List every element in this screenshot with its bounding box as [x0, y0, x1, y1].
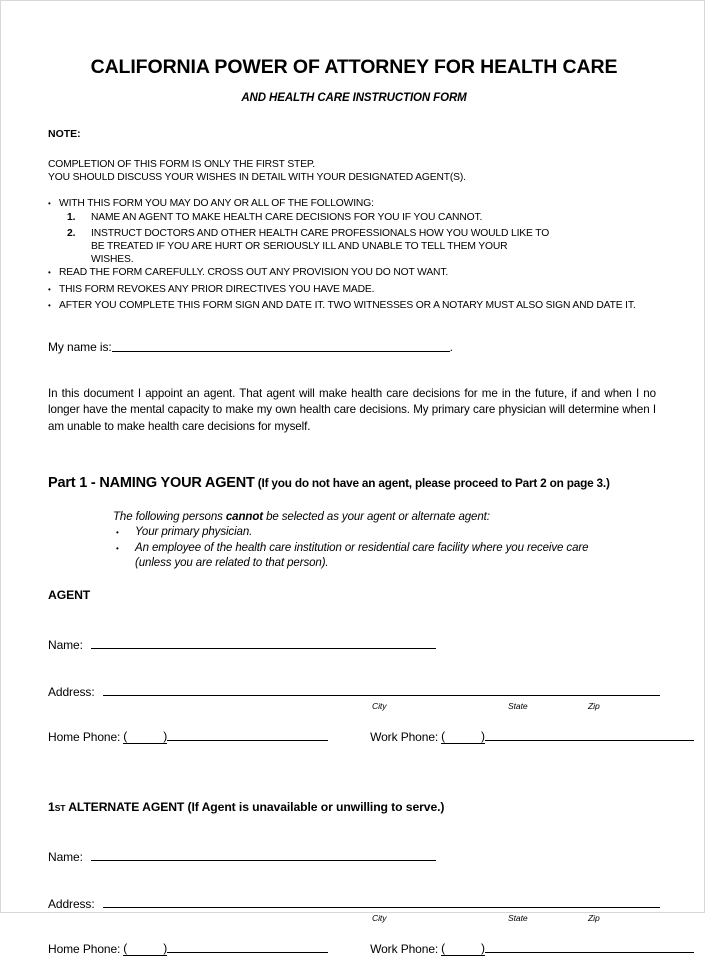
agent-address-label: Address: [48, 684, 95, 699]
alternate-name-row [48, 814, 660, 864]
bullet-icon: • [48, 284, 51, 294]
bullet-icon: • [116, 543, 119, 553]
agent-address-row [48, 652, 660, 699]
note-number-1: 1. [67, 211, 76, 223]
alternate-state-label: State [508, 912, 528, 923]
note-line-1: COMPLETION OF THIS FORM IS ONLY THE FIRST STEP. [48, 159, 316, 171]
alternate-agent-fields [48, 814, 660, 956]
agent-phone-row [48, 714, 660, 744]
alternate-agent-heading [48, 744, 660, 814]
my-name-terminator: . [449, 340, 453, 355]
cannot-emphasis: cannot [225, 510, 263, 523]
alternate-home-phone-label: Home Phone: [48, 941, 121, 956]
note-bullet-1 [48, 266, 660, 279]
my-name-input[interactable] [112, 350, 450, 352]
agent-name-label: Name: [48, 637, 83, 652]
document-content [48, 1, 660, 956]
alternate-work-phone-group [370, 941, 694, 956]
cannot-lead-before: The following persons [113, 510, 226, 523]
paren-open: ( [123, 728, 128, 743]
alternate-agent-heading-rest: ALTERNATE AGENT (If Agent is unavailable or unwilling to serve.) [65, 799, 445, 814]
alternate-address-row [48, 864, 660, 911]
agent-work-phone-input[interactable] [485, 739, 694, 741]
bullet-icon: • [48, 300, 51, 310]
alternate-name-label: Name: [48, 849, 83, 864]
agent-home-phone-area-input[interactable] [123, 729, 167, 744]
alternate-city-label: City [372, 912, 387, 923]
agent-home-phone-input[interactable] [167, 739, 328, 741]
alternate-work-phone-input[interactable] [485, 951, 694, 953]
note-numbered-text-2-line2: BE TREATED IF YOU ARE HURT OR SERIOUSLY ILL AND UNABLE TO TELL THEM YOUR [91, 241, 508, 253]
note-bullet-1-text: READ THE FORM CAREFULLY. CROSS OUT ANY PROVISION YOU DO NOT WANT. [59, 267, 449, 279]
note-numbered-item-2 [48, 227, 660, 267]
paren-close: ) [163, 728, 168, 743]
note-bullet-2-text: THIS FORM REVOKES ANY PRIOR DIRECTIVES YOU HAVE MADE. [59, 283, 375, 295]
note-line-2: YOU SHOULD DISCUSS YOUR WISHES IN DETAIL WITH YOUR DESIGNATED AGENT(S). [48, 172, 466, 184]
note-lines [48, 140, 660, 184]
paren-close: ) [481, 940, 485, 955]
cannot-lead-line [113, 510, 660, 526]
alternate-home-phone-area-input[interactable] [123, 941, 167, 956]
intro-paragraph: In this document I appoint an agent. That agent will make health care decisions for me in the future, if and when I no longer have the mental capacity to make my own health care decisions. My primary care physician will determine when I am unable to make health care decisions for myself. [48, 386, 656, 433]
alternate-home-phone-group [48, 941, 328, 956]
note-label: NOTE: [48, 128, 81, 141]
paren-close: ) [481, 728, 485, 743]
alternate-agent-heading-num: 1 [48, 799, 55, 814]
agent-work-phone-group [370, 729, 694, 744]
alternate-zip-label: Zip [588, 912, 600, 923]
note-numbered-text-2-line3: WISHES. [91, 254, 134, 266]
cannot-item-1-text: Your primary physician. [135, 526, 253, 539]
paren-open: ( [123, 940, 128, 955]
part-1-heading-main: Part 1 - NAMING YOUR AGENT [48, 474, 255, 491]
agent-address-input[interactable] [103, 694, 660, 696]
part-1-heading [48, 447, 660, 492]
cannot-item-2-text: An employee of the health care institution or residential care facility where you receive care [135, 541, 589, 554]
my-name-label: My name is: [48, 340, 112, 355]
agent-home-phone-label: Home Phone: [48, 729, 121, 744]
agent-home-phone-group [48, 729, 328, 744]
note-numbered-item-1 [48, 211, 660, 224]
alternate-work-phone-label: Work Phone: [370, 941, 439, 956]
note-bullet-intro [48, 197, 660, 210]
agent-name-input[interactable] [91, 647, 436, 649]
note-bullet-3-text: AFTER YOU COMPLETE THIS FORM SIGN AND DATE IT. TWO WITNESSES OR A NOTARY MUST ALSO SIGN AND DATE IT. [59, 299, 636, 311]
cannot-item-2 [113, 541, 660, 557]
paren-close: ) [163, 940, 168, 955]
alternate-agent-heading-sup: ST [54, 802, 66, 813]
alternate-csz-labels [48, 911, 660, 926]
part-1-heading-note: (If you do not have an agent, please proceed to Part 2 on page 3.) [254, 475, 610, 490]
note-numbered-text-2-line1: INSTRUCT DOCTORS AND OTHER HEALTH CARE PROFESSIONALS HOW YOU WOULD LIKE TO [91, 227, 550, 239]
agent-fields [48, 602, 660, 744]
note-bullet-2 [48, 283, 660, 296]
alternate-name-input[interactable] [91, 859, 436, 861]
note-bullet-list [48, 184, 660, 312]
alternate-address-input[interactable] [103, 906, 660, 908]
agent-state-label: State [508, 700, 528, 711]
alternate-work-phone-area-input[interactable] [441, 941, 485, 956]
cannot-lead-after: be selected as your agent or alternate agent: [262, 510, 490, 523]
note-numbered-text-1: NAME AN AGENT TO MAKE HEALTH CARE DECISIONS FOR YOU IF YOU CANNOT. [91, 211, 483, 223]
bullet-icon: • [48, 199, 51, 209]
agent-section-heading: AGENT [48, 587, 91, 602]
alternate-phone-row [48, 926, 660, 956]
cannot-item-1 [113, 525, 660, 541]
alternate-address-label: Address: [48, 896, 95, 911]
my-name-row [48, 312, 660, 354]
agent-work-phone-area-input[interactable] [441, 729, 485, 744]
paren-open: ( [441, 940, 446, 955]
cannot-be-agent-block [48, 492, 660, 572]
document-title: CALIFORNIA POWER OF ATTORNEY FOR HEALTH CARE [90, 56, 618, 78]
agent-zip-label: Zip [588, 700, 600, 711]
alternate-home-phone-input[interactable] [167, 951, 328, 953]
agent-city-label: City [372, 700, 387, 711]
note-numbered-text-2 [91, 227, 660, 267]
note-number-2: 2. [67, 227, 76, 239]
bullet-icon: • [48, 268, 51, 278]
document-subtitle: AND HEALTH CARE INSTRUCTION FORM [241, 92, 467, 105]
cannot-item-2-continuation: (unless you are related to that person). [135, 557, 329, 570]
paren-open: ( [441, 728, 446, 743]
agent-csz-labels [48, 699, 660, 714]
note-bullet-3 [48, 299, 660, 312]
agent-name-row [48, 602, 660, 652]
note-bullet-intro-text: WITH THIS FORM YOU MAY DO ANY OR ALL OF THE FOLLOWING: [59, 198, 374, 210]
bullet-icon: • [116, 528, 119, 538]
agent-work-phone-label: Work Phone: [370, 729, 439, 744]
